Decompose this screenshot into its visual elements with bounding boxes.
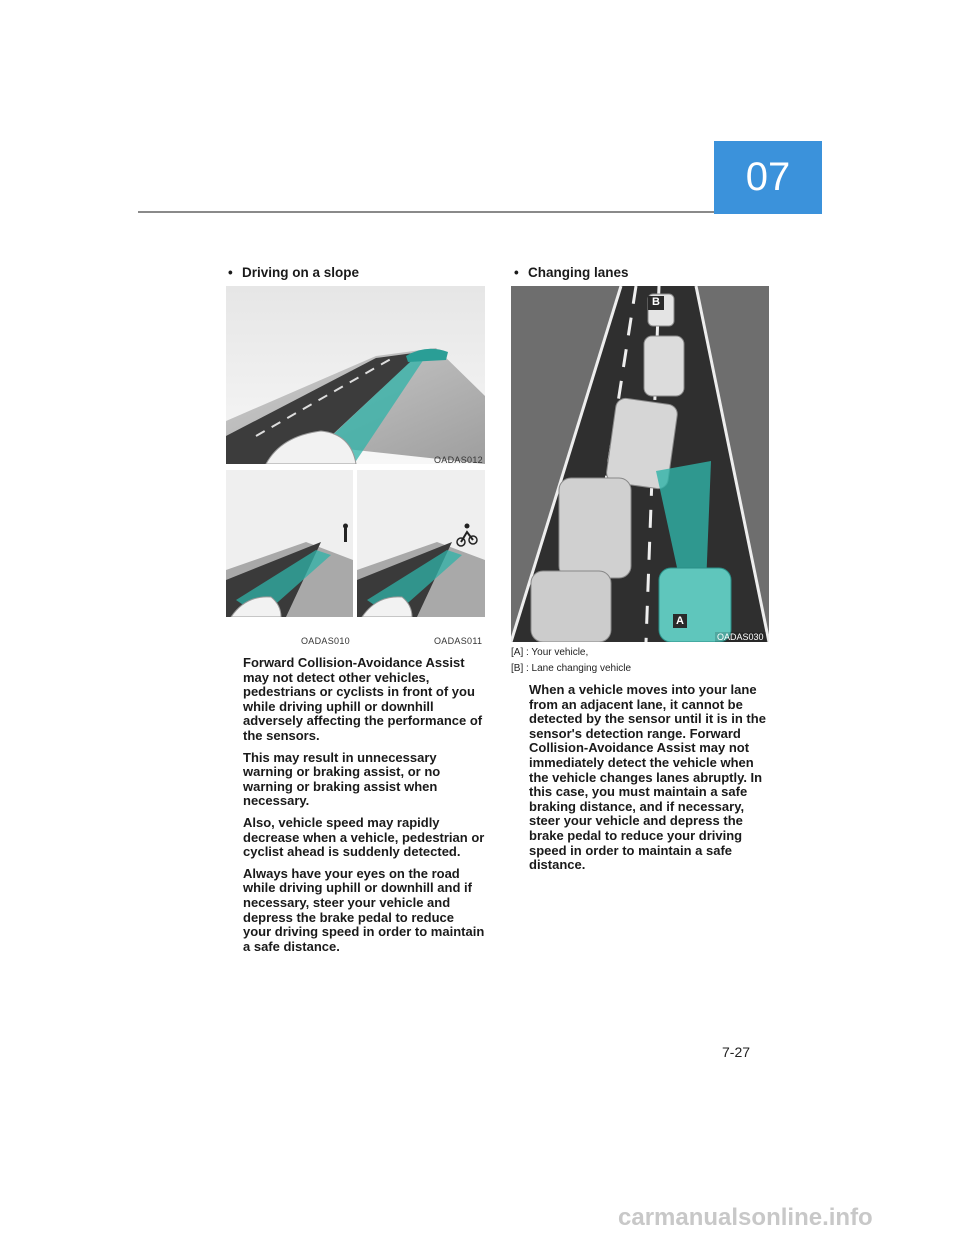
paragraph: Forward Collision-Avoidance Assist may not detect other vehicles, pedestrians or cyclists in front of you while driving uphill or downhill adversely affecting the performance of the sensors. bbox=[243, 655, 483, 743]
header-rule bbox=[138, 211, 714, 213]
figure-slope-cyclist bbox=[357, 470, 485, 617]
chapter-tab: 07 bbox=[714, 141, 822, 214]
figure-legend bbox=[511, 645, 631, 677]
figure-code: OADAS012 bbox=[434, 455, 483, 465]
paragraph: Always have your eyes on the road while driving uphill or downhill and if necessary, steer your vehicle and depress the brake pedal to reduce your driving speed in order to maintain a safe distance. bbox=[243, 865, 485, 954]
figure-code: OADAS010 bbox=[301, 636, 350, 646]
bullet-dot: • bbox=[514, 265, 519, 280]
slope-illustration bbox=[226, 286, 485, 464]
figure-lane-change bbox=[511, 286, 769, 642]
bullet-label: Driving on a slope bbox=[242, 265, 360, 280]
bullet-label: Changing lanes bbox=[528, 265, 629, 280]
figure-slope-top bbox=[226, 286, 485, 464]
label-a: A bbox=[676, 615, 684, 627]
paragraph: Also, vehicle speed may rapidly decrease when a vehicle, pedestrian or cyclist ahead is suddenly detected. bbox=[243, 814, 485, 860]
paragraph: When a vehicle moves into your lane from an adjacent lane, it cannot be detected by the sensor until it is in the sensor's detection range. Forward Collision-Avoidance Assist may not immediately detect the vehicle when the vehicle changes lanes abruptly. In this case, you must maintain a safe braking distance, and if necessary, steer your vehicle and depress the brake pedal to reduce your driving speed in order to maintain a safe distance. bbox=[529, 682, 766, 873]
left-body bbox=[243, 656, 485, 961]
legend-item: [A] : Your vehicle, bbox=[511, 647, 589, 658]
lane-change-illustration bbox=[511, 286, 769, 642]
paragraph: This may result in unnecessary warning or braking assist, or no warning or braking assist when necessary. bbox=[243, 749, 441, 809]
figure-code: OADAS030 bbox=[717, 632, 764, 642]
bullet-dot: • bbox=[228, 265, 233, 280]
bullet-changing-lanes bbox=[514, 265, 629, 280]
watermark: carmanualsonline.info bbox=[618, 1204, 873, 1231]
page-number: 7-27 bbox=[722, 1044, 751, 1060]
slope-cyclist-illustration bbox=[357, 470, 485, 617]
legend-item: [B] : Lane changing vehicle bbox=[511, 663, 632, 674]
label-b: B bbox=[652, 296, 660, 308]
slope-pedestrian-illustration bbox=[226, 470, 353, 617]
figure-slope-pedestrian bbox=[226, 470, 353, 617]
figure-code: OADAS011 bbox=[434, 636, 483, 646]
bullet-driving-on-slope bbox=[228, 265, 359, 280]
right-body bbox=[529, 683, 772, 880]
